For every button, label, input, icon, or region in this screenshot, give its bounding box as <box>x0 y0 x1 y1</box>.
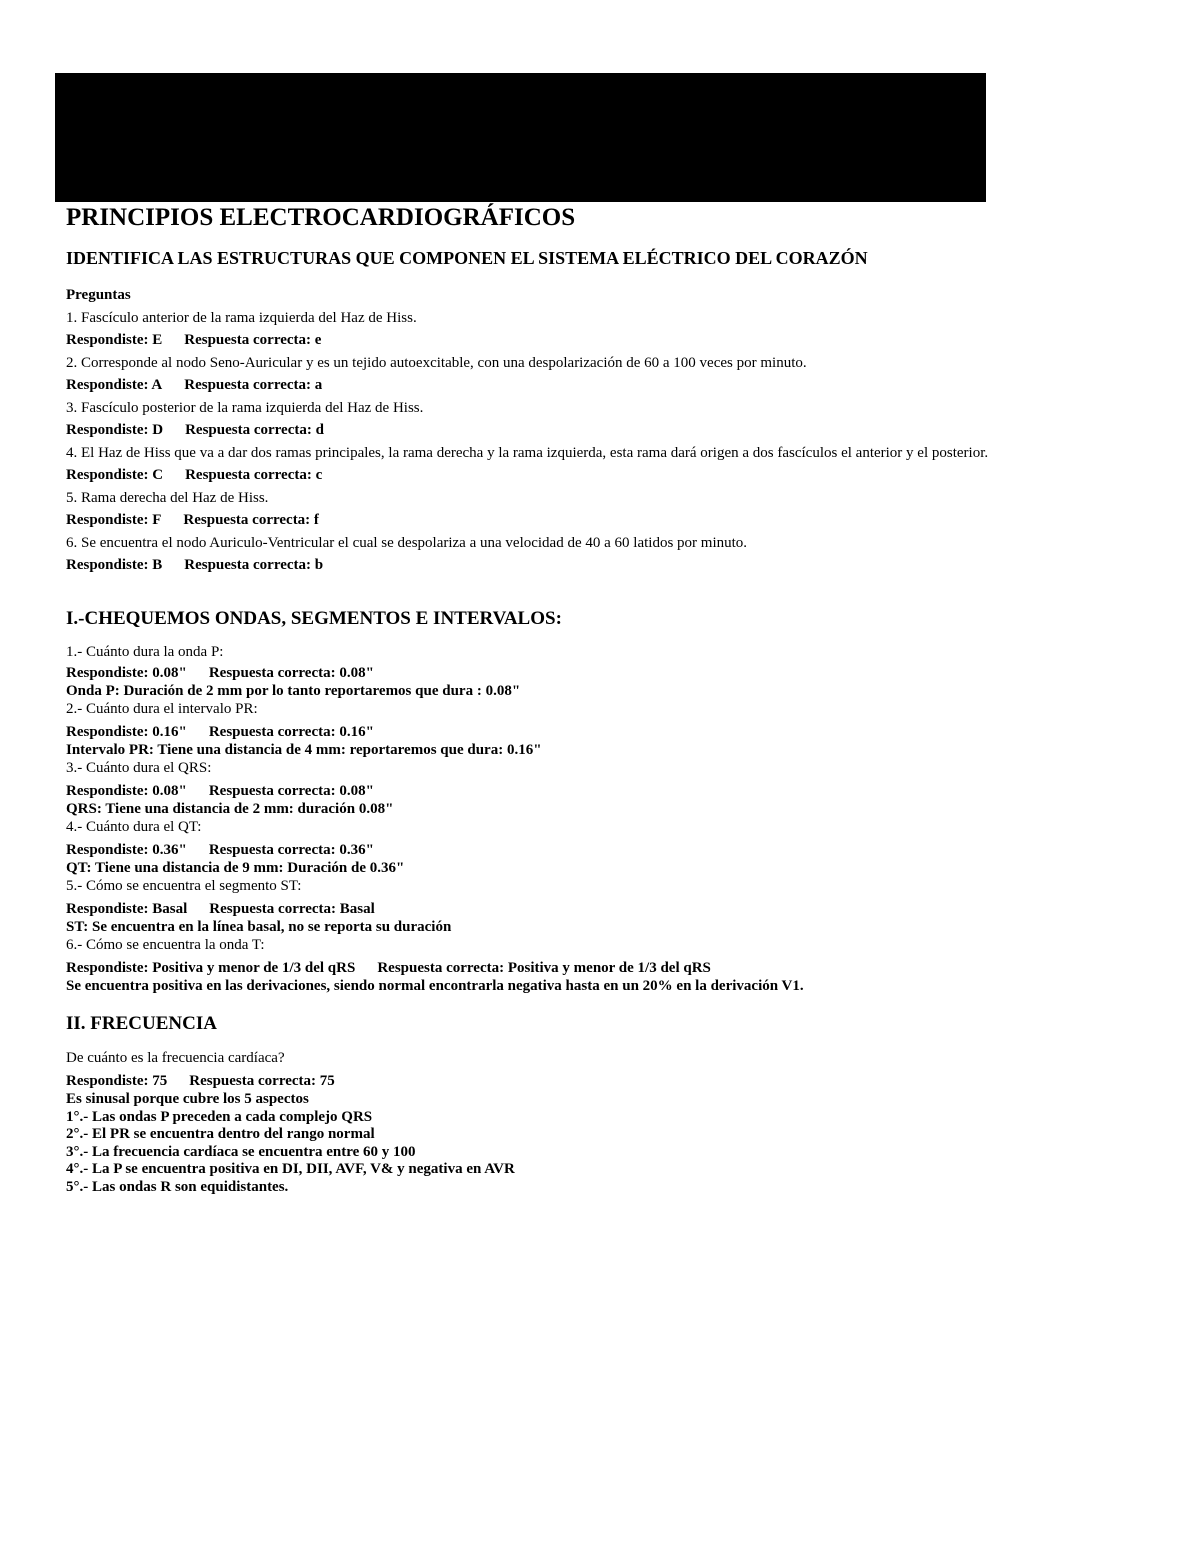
list-item: Es sinusal porque cubre los 5 aspectos <box>66 1091 309 1107</box>
answered-text: Respondiste: 0.16" <box>66 724 187 740</box>
answer-line <box>66 1072 1156 1091</box>
answer-line <box>66 959 1156 978</box>
correct-answer-text: Respuesta correcta: b <box>184 557 324 573</box>
answer-line <box>66 331 1156 350</box>
question-text: 1.- Cuánto dura la onda P: <box>66 644 224 660</box>
redacted-banner <box>55 73 986 202</box>
question-block <box>66 818 1156 877</box>
correct-answer-text: Respuesta correcta: e <box>184 332 322 348</box>
question-text: 3.- Cuánto dura el QRS: <box>66 760 212 776</box>
answered-text: Respondiste: Basal <box>66 901 188 917</box>
question-text: 4.- Cuánto dura el QT: <box>66 819 202 835</box>
question-block <box>66 309 1156 354</box>
question-block <box>66 759 1156 818</box>
answered-text: Respondiste: 0.08" <box>66 665 187 681</box>
answer-line <box>66 664 1156 683</box>
answer-line <box>66 421 1156 440</box>
explanation-note: Se encuentra positiva en las derivaciones, siendo normal encontrarla negativa hasta en un 20% en la derivación V1. <box>66 978 804 994</box>
answer-line <box>66 376 1156 395</box>
answered-text: Respondiste: D <box>66 422 164 438</box>
page-subtitle: IDENTIFICA LAS ESTRUCTURAS QUE COMPONEN EL SISTEMA ELÉCTRICO DEL CORAZÓN <box>66 248 868 268</box>
explanation-note: ST: Se encuentra en la línea basal, no se reporta su duración <box>66 919 452 935</box>
list-item: 5°.- Las ondas R son equidistantes. <box>66 1178 289 1195</box>
list-item: 4°.- La P se encuentra positiva en DI, DII, AVF, V& y negativa en AVR <box>66 1161 515 1177</box>
question-block <box>66 534 1156 575</box>
question-block <box>66 444 1156 489</box>
answered-text: Respondiste: B <box>66 557 163 573</box>
correct-answer-text: Respuesta correcta: 0.08" <box>208 665 374 681</box>
correct-answer-text: Respuesta correcta: 75 <box>189 1073 335 1089</box>
list-item: 2°.- El PR se encuentra dentro del rango normal <box>66 1126 375 1142</box>
correct-answer-text: Respuesta correcta: Basal <box>209 901 375 917</box>
correct-answer-text: Respuesta correcta: d <box>185 422 324 438</box>
explanation-note: Onda P: Duración de 2 mm por lo tanto reportaremos que dura : 0.08" <box>66 683 521 699</box>
correct-answer-text: Respuesta correcta: 0.08" <box>208 783 374 799</box>
answer-line <box>66 841 1156 860</box>
correct-answer-text: Respuesta correcta: c <box>185 467 323 483</box>
question-text: 1. Fascículo anterior de la rama izquierda del Haz de Hiss. <box>66 310 417 326</box>
question-block <box>66 489 1156 534</box>
answered-text: Respondiste: E <box>66 332 163 348</box>
section-title-ondas: I.-CHEQUEMOS ONDAS, SEGMENTOS E INTERVALOS: <box>66 608 562 629</box>
question-text: 2. Corresponde al nodo Seno-Auricular y es un tejido autoexcitable, con una despolarización de 60 a 100 veces por minuto. <box>66 355 807 371</box>
question-block <box>66 700 1156 759</box>
question-text: 5. Rama derecha del Haz de Hiss. <box>66 490 269 506</box>
list-item: 1°.- Las ondas P preceden a cada complejo QRS <box>66 1108 373 1125</box>
answer-line <box>66 556 1156 575</box>
answer-line <box>66 723 1156 742</box>
answered-text: Respondiste: Positiva y menor de 1/3 del qRS <box>66 960 356 976</box>
question-text: 2.- Cuánto dura el intervalo PR: <box>66 701 258 717</box>
explanation-note: QRS: Tiene una distancia de 2 mm: duración 0.08" <box>66 801 394 817</box>
answered-text: Respondiste: A <box>66 377 163 393</box>
page-title: PRINCIPIOS ELECTROCARDIOGRÁFICOS <box>66 204 576 231</box>
answered-text: Respondiste: 75 <box>66 1073 168 1089</box>
question-block <box>66 877 1156 936</box>
question-text: 5.- Cómo se encuentra el segmento ST: <box>66 878 302 894</box>
question-block <box>66 936 1156 995</box>
explanation-note: Intervalo PR: Tiene una distancia de 4 mm: reportaremos que dura: 0.16" <box>66 742 542 758</box>
correct-answer-text: Respuesta correcta: f <box>183 512 319 528</box>
question-block <box>66 643 1156 700</box>
list-item: 3°.- La frecuencia cardíaca se encuentra entre 60 y 100 <box>66 1143 416 1160</box>
question-text: De cuánto es la frecuencia cardíaca? <box>66 1050 285 1066</box>
correct-answer-text: Respuesta correcta: 0.36" <box>208 842 374 858</box>
question-text: 6.- Cómo se encuentra la onda T: <box>66 937 265 953</box>
question-block <box>66 399 1156 444</box>
explanation-note: QT: Tiene una distancia de 9 mm: Duración de 0.36" <box>66 860 405 876</box>
question-text: 4. El Haz de Hiss que va a dar dos ramas principales, la rama derecha y la rama izquierda, esta rama dará origen a dos fascículos el anterior y el posterior. <box>66 445 989 461</box>
answered-text: Respondiste: C <box>66 467 164 483</box>
answer-line <box>66 900 1156 919</box>
answered-text: Respondiste: 0.36" <box>66 842 187 858</box>
answer-line <box>66 511 1156 530</box>
correct-answer-text: Respuesta correcta: Positiva y menor de 1/3 del qRS <box>377 960 711 976</box>
correct-answer-text: Respuesta correcta: a <box>184 377 323 393</box>
answer-line <box>66 466 1156 485</box>
answer-line <box>66 782 1156 801</box>
sinus-criteria-list <box>66 1091 1156 1196</box>
document-content <box>66 203 1156 1196</box>
question-text: 6. Se encuentra el nodo Auriculo-Ventricular el cual se despolariza a una velocidad de 40 a 60 latidos por minuto. <box>66 535 748 551</box>
question-block <box>66 354 1156 399</box>
answered-text: Respondiste: 0.08" <box>66 783 187 799</box>
preguntas-label: Preguntas <box>66 287 131 303</box>
answered-text: Respondiste: F <box>66 512 162 528</box>
section-title-frecuencia: II. FRECUENCIA <box>66 1013 217 1034</box>
question-text: 3. Fascículo posterior de la rama izquierda del Haz de Hiss. <box>66 400 424 416</box>
correct-answer-text: Respuesta correcta: 0.16" <box>208 724 374 740</box>
